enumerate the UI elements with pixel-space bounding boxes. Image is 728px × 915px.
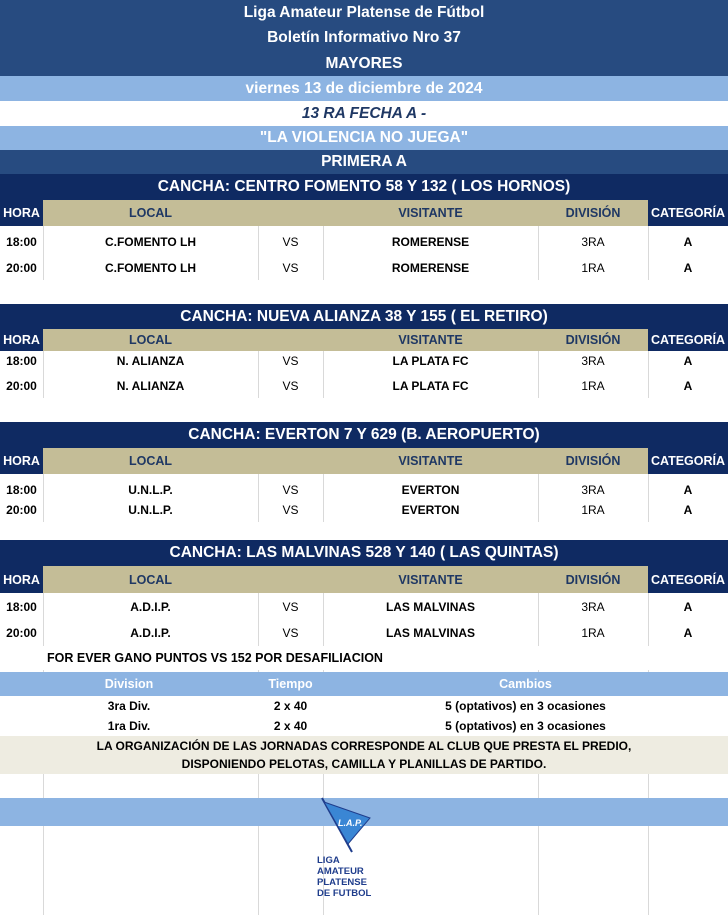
table-header: HORA LOCAL VISITANTE DIVISIÓN CATEGORÍA — [0, 448, 728, 474]
rules-header-cambios: Cambios — [499, 677, 552, 691]
table-row: 20:00 C.FOMENTO LH VS ROMERENSE 1RA A — [6, 261, 693, 275]
table-header: HORA LOCAL VISITANTE DIVISIÓN CATEGORÍA — [0, 566, 728, 593]
table-row: 18:00 A.D.I.P. VS LAS MALVINAS 3RA A — [6, 600, 693, 614]
rules-header — [0, 672, 728, 696]
header-division: DIVISIÓN — [565, 206, 621, 220]
slogan-band: "LA VIOLENCIA NO JUEGA" — [0, 126, 728, 150]
venue-title: CANCHA: EVERTON 7 Y 629 (B. AEROPUERTO) — [0, 422, 728, 448]
rules-row: 3ra Div. 2 x 40 5 (optativos) en 3 ocasiones — [0, 696, 728, 716]
rules-header-tiempo: Tiempo — [268, 677, 313, 691]
date-band: viernes 13 de diciembre de 2024 — [0, 76, 728, 101]
fecha-band: 13 RA FECHA A - — [0, 101, 728, 126]
table-row: 18:00 N. ALIANZA VS LA PLATA FC 3RA A — [6, 354, 693, 368]
venue-title: CANCHA: CENTRO FOMENTO 58 Y 132 ( LOS HORNOS) — [0, 174, 728, 200]
venue-title: CANCHA: NUEVA ALIANZA 38 Y 155 ( EL RETIRO) — [0, 304, 728, 329]
logo-flag-text: L.A.P. — [338, 818, 363, 828]
table-header — [0, 200, 728, 226]
header-visitante: VISITANTE — [398, 206, 463, 220]
category-title: MAYORES — [0, 51, 728, 76]
venue-title: CANCHA: LAS MALVINAS 528 Y 140 ( LAS QUINTAS) — [0, 540, 728, 566]
logo-text: LIGA AMATEUR PLATENSE DE FUTBOL — [317, 855, 372, 899]
bulletin-title: Boletín Informativo Nro 37 — [0, 25, 728, 51]
table-row: 20:00 U.N.L.P. VS EVERTON 1RA A — [6, 503, 693, 517]
table-row: 18:00 C.FOMENTO LH VS ROMERENSE 3RA A — [6, 235, 693, 249]
table-row: 20:00 N. ALIANZA VS LA PLATA FC 1RA A — [6, 379, 693, 393]
header-local: LOCAL — [128, 206, 173, 220]
table-row: 18:00 U.N.L.P. VS EVERTON 3RA A — [6, 483, 693, 497]
header-categoria: CATEGORÍA — [648, 200, 728, 226]
organization-note — [0, 736, 728, 774]
note-text: FOR EVER GANO PUNTOS VS 152 POR DESAFILIACION — [47, 651, 383, 665]
organization-line: DISPONIENDO PELOTAS, CAMILLA Y PLANILLAS DE PARTIDO. — [181, 757, 547, 771]
rules-header-division: Division — [104, 677, 154, 691]
table-header: HORA LOCAL VISITANTE DIVISIÓN CATEGORÍA — [0, 329, 728, 351]
table-row: 20:00 A.D.I.P. VS LAS MALVINAS 1RA A — [6, 626, 693, 640]
organization-line: LA ORGANIZACIÓN DE LAS JORNADAS CORRESPONDE AL CLUB QUE PRESTA EL PREDIO, — [96, 739, 632, 753]
league-title: Liga Amateur Platense de Fútbol — [0, 0, 728, 25]
division-band: PRIMERA A — [0, 150, 728, 174]
header-hora: HORA — [0, 200, 43, 226]
rules-row: 1ra Div. 2 x 40 5 (optativos) en 3 ocasiones — [0, 716, 728, 736]
